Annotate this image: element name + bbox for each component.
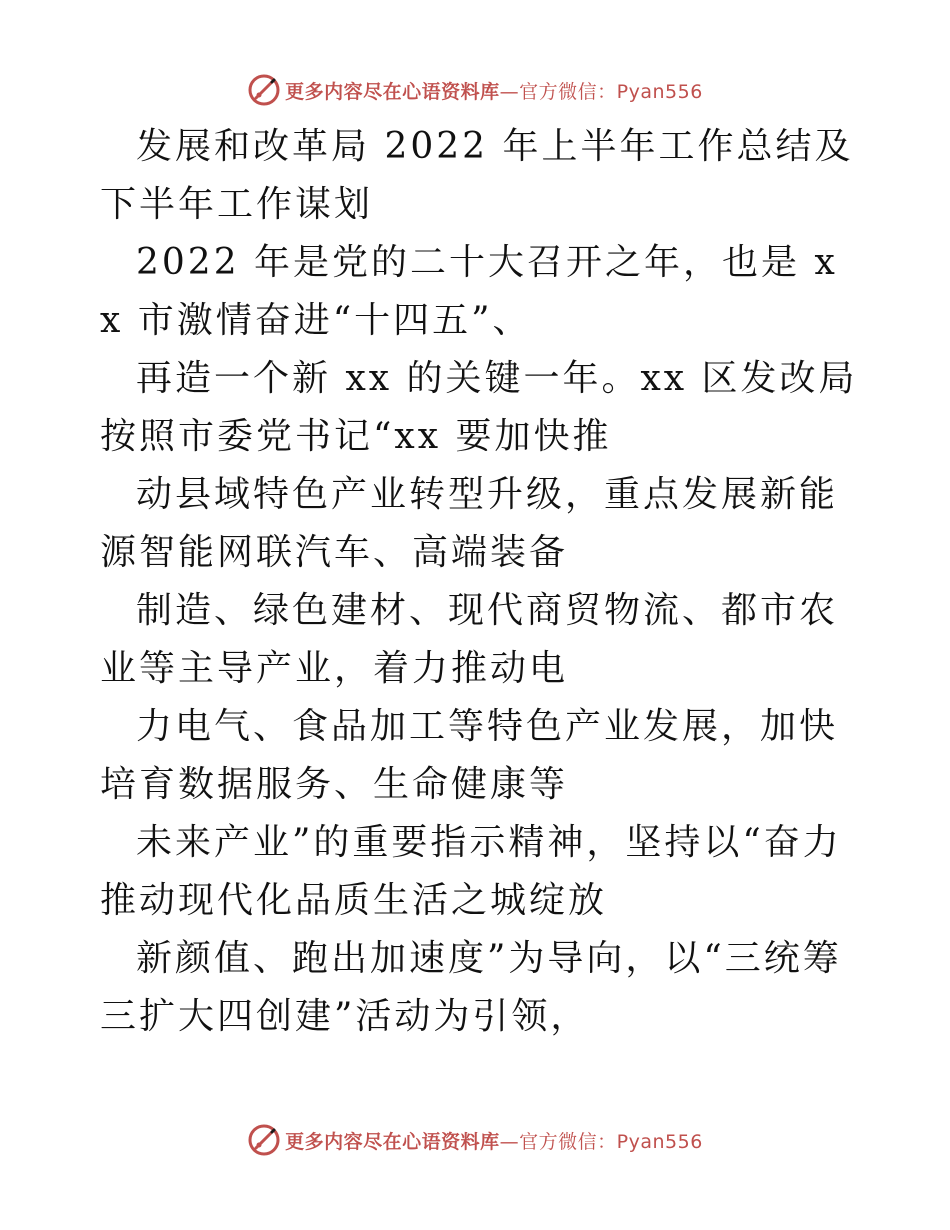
watermark-brand <box>247 73 703 107</box>
body-paragraph: 新颜值、跑出加速度”为导向，以“三统筹三扩大四创建”活动为引领， <box>100 938 842 1037</box>
watermark-brand <box>247 1123 703 1157</box>
body-paragraph: 未来产业”的重要指示精神，坚持以“奋力推动现代化品质生活之城绽放 <box>100 822 842 921</box>
body-paragraph: 制造、绿色建材、现代商贸物流、都市农业等主导产业，着力推动电 <box>100 590 839 689</box>
document-title-paragraph: 发展和改革局 2022 年上半年工作总结及下半年工作谋划 <box>100 126 854 225</box>
document-body <box>100 118 860 1046</box>
body-paragraph: 动县域特色产业转型升级，重点发展新能源智能网联汽车、高端装备 <box>100 474 839 573</box>
page-header-watermark <box>0 68 950 112</box>
quill-seal-icon <box>247 73 281 107</box>
page-footer-watermark <box>0 1118 950 1162</box>
body-paragraph: 力电气、食品加工等特色产业发展，加快培育数据服务、生命健康等 <box>100 706 839 805</box>
watermark-secondary-text: —官方微信：Pyan556 <box>499 1130 703 1153</box>
watermark-primary-text: 更多内容尽在心语资料库 <box>285 1130 500 1153</box>
body-paragraph: 2022 年是党的二十大召开之年，也是 xx 市激情奋进“十四五”、 <box>100 242 838 341</box>
body-paragraph: 再造一个新 xx 的关键一年。xx 区发改局按照市委党书记“xx 要加快推 <box>100 358 858 457</box>
watermark-secondary-text: —官方微信：Pyan556 <box>499 80 703 103</box>
watermark-primary-text: 更多内容尽在心语资料库 <box>285 80 500 103</box>
quill-seal-icon <box>247 1123 281 1157</box>
